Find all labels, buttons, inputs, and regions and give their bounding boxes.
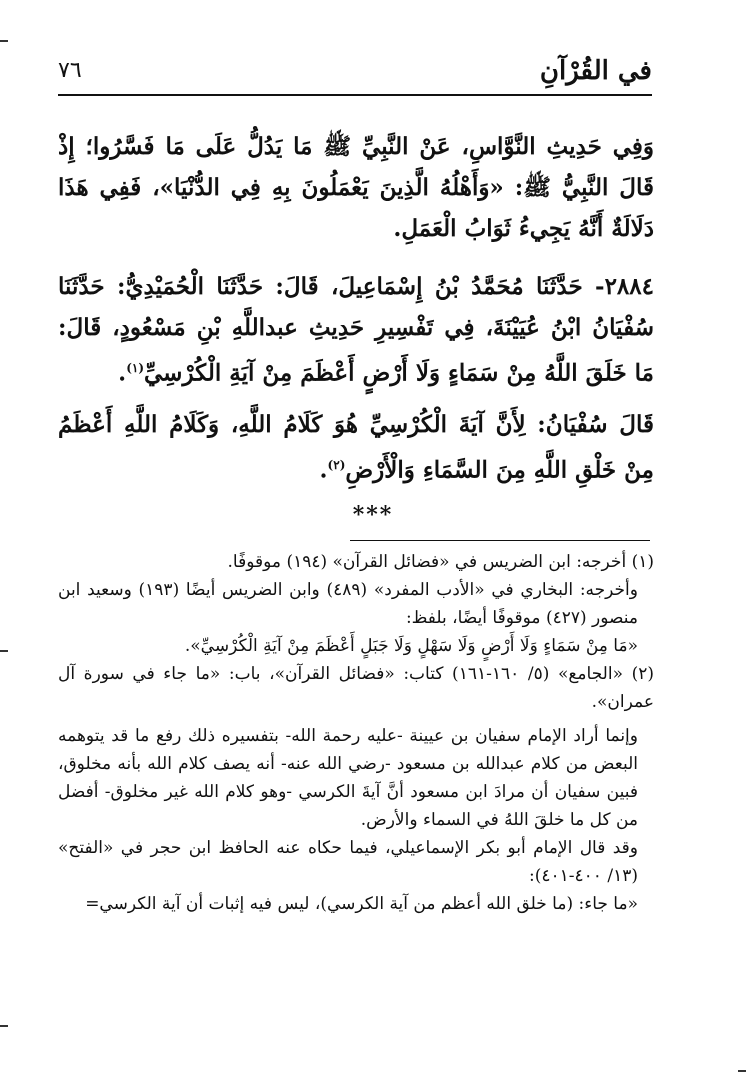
footnote-2-quote: «ما جاء: (ما خلق الله أعظم من آية الكرسي)، ليس فيه إثبات أن آية الكرسي=	[85, 894, 638, 914]
footnote-2-source: (٢) «الجامع» (٥/ ١٦٠-١٦١) كتاب: «فضائل القرآن»، باب: «ما جاء في سورة آل عمران».	[58, 664, 654, 712]
footnote-2-explanation: وإنما أراد الإمام سفيان بن عيينة -عليه رحمة الله- بتفسيره ذلك رفع ما قد يتوهمه البعض من كلام عبدالله بن مسعود -رضي الله عنه- أنه يصف كلام الله بأنه مخلوق، فبين سفيان أن مرادَ ابن مسعود أنَّ آيةَ الكرسي -وهو كلام الله غير مخلوق- أفضل من كل ما خلقَ اللهُ في السماء والأرض.	[58, 726, 638, 830]
scan-mark	[0, 650, 8, 652]
hadith-2884-text: ٢٨٨٤- حَدَّثَنَا مُحَمَّدُ بْنُ إِسْمَاعِيلَ، قَالَ: حَدَّثَنَا الْحُمَيْدِيُّ: حَدَّثَنَا سُفْيَانُ ابْنُ عُيَيْنَةَ، فِي تَفْسِيرِ حَدِيثِ عبداللَّهِ بْنِ مَسْعُودٍ، قَالَ: مَا خَلَقَ اللَّهُ مِنْ سَمَاءٍ وَلَا أَرْضٍ أَعْظَمَ مِنْ آيَةِ الْكُرْسِيِّ	[58, 273, 654, 387]
page-header	[58, 52, 652, 96]
scan-mark	[0, 1025, 8, 1027]
footnote-1-wording: «مَا مِنْ سَمَاءٍ وَلَا أَرْضٍ وَلَا سَهْلٍ وَلَا جَبَلٍ أَعْظَمَ مِنْ آيَةِ الْكُرْسِيِّ».	[184, 636, 638, 656]
sufyan-end: .	[319, 456, 328, 484]
footnote-ref-1: (١)	[126, 361, 145, 375]
footnote-1-alt-sources: وأخرجه: البخاري في «الأدب المفرد» (٤٨٩) وابن الضريس أيضًا (١٩٣) وسعيد ابن منصور (٤٢٧) موقوفًا أيضًا، بلفظ:	[58, 580, 638, 628]
footnotes	[58, 548, 654, 918]
main-text-sufyan	[58, 404, 654, 491]
footnote-ref-2: (٢)	[327, 458, 346, 472]
scan-mark	[738, 1070, 746, 1072]
main-text-2884	[58, 266, 654, 394]
sufyan-text: قَالَ سُفْيَانُ: لِأَنَّ آيَةَ الْكُرْسِيِّ هُوَ كَلَامُ اللَّهِ، وَكَلَامُ اللَّهِ أَعْظَمُ مِنْ خَلْقِ اللَّهِ مِنَ السَّمَاءِ وَالْأَرْضِ	[58, 411, 654, 484]
main-text	[58, 126, 654, 249]
section-separator: ***	[352, 502, 394, 528]
paragraph-hadith-2884	[58, 266, 654, 394]
paragraph-hadith-nawwas: وَفِي حَدِيثِ النَّوَّاسِ، عَنْ النَّبِيِّ ﷺ مَا يَدُلُّ عَلَى مَا فَسَّرُوا؛ إِذْ قَالَ النَّبِيُّ ﷺ: «وَأَهْلُهُ الَّذِينَ يَعْمَلُونَ بِهِ فِي الدُّنْيَا»، فَفِي هَذَا دَلَالَةٌ أَنَّهُ يَجِيءُ ثَوَابُ الْعَمَلِ.	[58, 133, 654, 242]
hadith-2884-end: .	[118, 359, 127, 387]
paragraph-sufyan-saying	[58, 404, 654, 491]
scan-mark	[0, 40, 8, 42]
running-title: في القُرْآنِ	[539, 56, 652, 86]
footnote-rule	[350, 540, 650, 541]
footnote-1-source: (١) أخرجه: ابن الضريس في «فضائل القرآن» (١٩٤) موقوفًا.	[227, 552, 654, 572]
page-number: ٧٦	[58, 58, 82, 83]
footnote-2-ismaili: وقد قال الإمام أبو بكر الإسماعيلي، فيما حكاه عنه الحافظ ابن حجر في «الفتح» (١٣/ ٤٠٠-٤٠١):	[58, 838, 638, 886]
